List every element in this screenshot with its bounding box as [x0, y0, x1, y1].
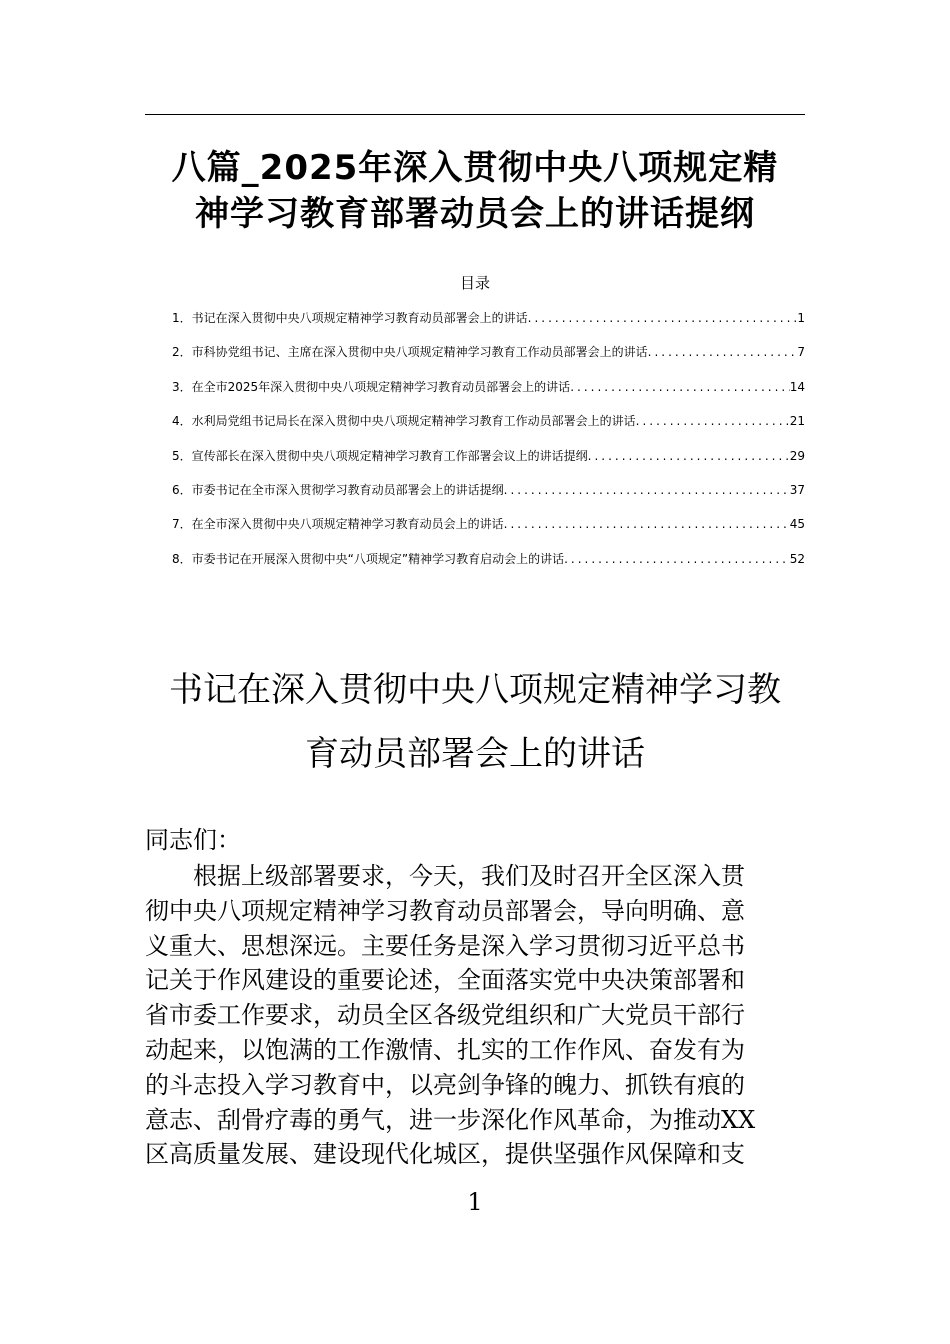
toc-entry-page: 52: [789, 551, 805, 566]
salutation: 同志们：: [145, 826, 241, 854]
toc-entry[interactable]: [172, 343, 805, 360]
body-text-line: 义重大、思想深远。主要任务是深入学习贯彻习近平总书: [145, 931, 745, 960]
toc-entry[interactable]: [172, 378, 805, 395]
body-text-line: 省市委工作要求，动员全区各级党组织和广大党员干部行: [145, 1001, 745, 1030]
header-rule: [145, 114, 805, 115]
toc-entry[interactable]: [172, 309, 805, 326]
body-text-line: 区高质量发展、建设现代化城区，提供坚强作风保障和支: [145, 1140, 745, 1169]
toc-heading: 目录: [459, 274, 490, 292]
toc-entry-label: 7．在全市深入贯彻中央八项规定精神学习教育动员会上的讲话: [172, 517, 504, 532]
body-text-line: 根据上级部署要求，今天，我们及时召开全区深入贯: [145, 862, 745, 890]
section-title-line-2: 育动员部署会上的讲话: [305, 734, 645, 774]
toc-entry-label: 2．市科协党组书记、主席在深入贯彻中央八项规定精神学习教育工作动员部署会上的讲话: [172, 345, 648, 360]
toc-entry-label: 1．书记在深入贯彻中央八项规定精神学习教育动员部署会上的讲话: [172, 311, 528, 325]
toc-entry-label: 6．市委书记在全市深入贯彻学习教育动员部署会上的讲话提纲: [172, 483, 504, 497]
toc-leader-dots: [504, 517, 790, 531]
toc-entry[interactable]: [172, 515, 805, 532]
toc-entry-label: 8．市委书记在开展深入贯彻中央“八项规定”精神学习教育启动会上的讲话: [172, 551, 565, 566]
toc-leader-dots: [636, 414, 790, 428]
toc-entry-label: 3．在全市2025年深入贯彻中央八项规定精神学习教育动员部署会上的讲话: [172, 379, 571, 394]
toc-entry-page: 37: [789, 483, 805, 497]
toc-entry-page: 1: [797, 311, 805, 325]
body-text-line: 记关于作风建设的重要论述，全面落实党中央决策部署和: [145, 966, 745, 995]
toc-entry[interactable]: [172, 412, 805, 429]
toc-entry-page: 7: [797, 345, 805, 360]
toc-entry-page: 21: [789, 414, 805, 429]
body-text-line: 意志、刮骨疗毒的勇气，进一步深化作风革命，为推动XX: [145, 1105, 756, 1134]
toc-entry-label: 4．水利局党组书记局长在深入贯彻中央八项规定精神学习教育工作动员部署会上的讲话: [172, 414, 636, 429]
doc-title-line-2: 神学习教育部署动员会上的讲话提纲: [195, 194, 755, 234]
toc-entry-page: 45: [789, 517, 805, 532]
doc-title-line-1: 八篇_2025年深入贯彻中央八项规定精: [171, 148, 779, 188]
toc-leader-dots: [588, 449, 790, 463]
toc-entry-label: 5．宣传部长在深入贯彻中央八项规定精神学习教育工作部署会议上的讲话提纲: [172, 448, 588, 463]
toc-leader-dots: [504, 483, 790, 497]
body-text-line: 的斗志投入学习教育中，以亮剑争锋的魄力、抓铁有痕的: [145, 1070, 745, 1099]
toc-leader-dots: [648, 345, 798, 359]
toc-entry[interactable]: [172, 550, 805, 567]
toc-entry-page: 14: [789, 379, 805, 394]
toc-entry[interactable]: [172, 481, 805, 498]
body-text-line: 彻中央八项规定精神学习教育动员部署会，导向明确、意: [145, 896, 745, 925]
page-number: 1: [467, 1188, 483, 1216]
toc-leader-dots: [570, 380, 790, 394]
section-title-line-1: 书记在深入贯彻中央八项规定精神学习教: [169, 670, 781, 710]
toc-entry[interactable]: [172, 447, 805, 464]
body-text-line: 动起来，以饱满的工作激情、扎实的工作作风、奋发有为: [145, 1036, 745, 1064]
toc-leader-dots: [528, 311, 798, 325]
toc-leader-dots: [564, 552, 790, 566]
toc-entry-page: 29: [789, 448, 805, 463]
